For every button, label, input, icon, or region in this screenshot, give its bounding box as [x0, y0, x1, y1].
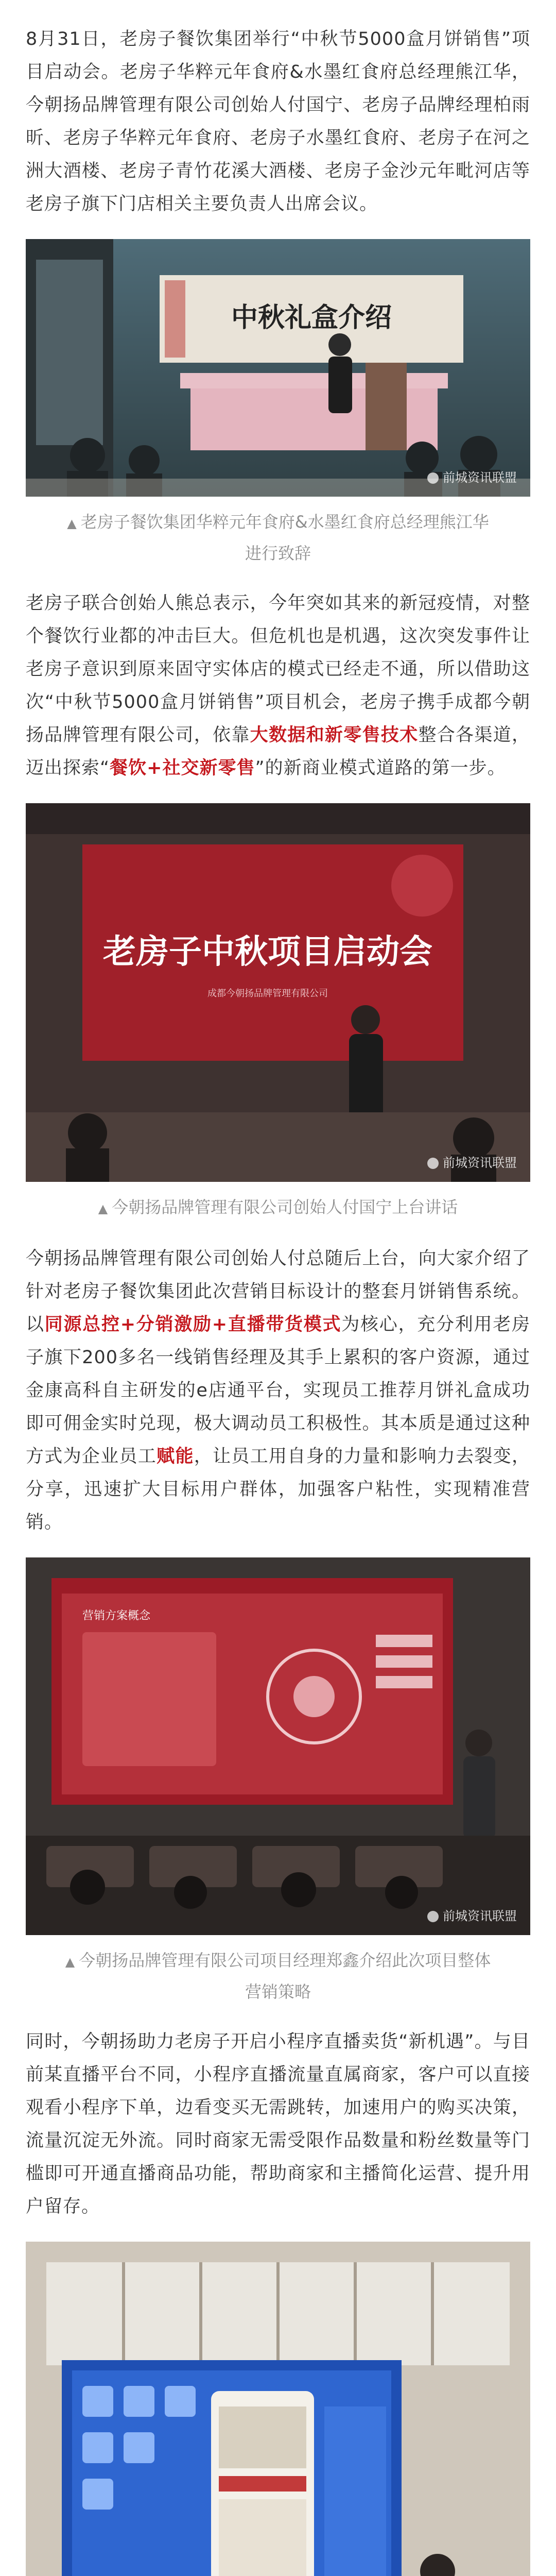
photo-2-illustration	[26, 803, 530, 1182]
photo-demo-zhao	[26, 2242, 530, 2576]
watermark: 前城资讯联盟	[427, 1153, 517, 1171]
watermark: 前城资讯联盟	[427, 467, 517, 485]
photo-speech-xiong	[26, 239, 530, 497]
caption-triangle-icon: ▲	[98, 1201, 108, 1216]
screen-2-title: 老房子中秋项目启动会	[103, 933, 432, 971]
paragraph-sales-system: 今朝扬品牌管理有限公司创始人付总随后上台，向大家介绍了针对老房子餐饮集团此次营销目标设计的整套月饼销售系统。以同源总控+分销激励+直播带货模式为核心，充分利用老房子旗下200多名一线销售经理及其手上累积的客户资源，通过金康高科自主研发的e店通平台，实现员工推荐月饼礼盒成功即可佣金实时兑现，极大调动员工积极性。其本质是通过这种方式为企业员工赋能，让员工用自身的力量和影响力去裂变，分享，迅速扩大目标用户群体，加强客户粘性，实现精准营销。	[26, 1248, 530, 1533]
banner-1-title: 中秋礼盒介绍	[231, 302, 392, 333]
paragraph-intro: 8月31日，老房子餐饮集团举行“中秋节5000盒月饼销售”项目启动会。老房子华粹元年食府&水墨红食府总经理熊江华，今朝扬品牌管理有限公司创始人付国宁、老房子品牌经理柏雨昕、老房子华粹元年食府、老房子水墨红食府、老房子在河之洲大酒楼、老房子青竹花溪大酒楼、老房子金沙元年毗河店等老房子旗下门店相关主要负责人出席会议。	[26, 29, 530, 214]
photo-speech-fu	[26, 803, 530, 1182]
photo-strategy-zheng	[26, 1557, 530, 1935]
watermark-logo-icon	[427, 1911, 439, 1922]
watermark-logo-icon	[427, 472, 439, 484]
photo-1-illustration	[26, 239, 530, 497]
watermark: 前城资讯联盟	[427, 1906, 517, 1924]
screen-3-title: 营销方案概念	[82, 1609, 151, 1622]
caption-triangle-icon: ▲	[65, 1955, 75, 1969]
screen-2-subtitle: 成都今朝扬品牌管理有限公司	[207, 988, 328, 999]
caption-photo-3: ▲ 今朝扬品牌管理有限公司项目经理郑鑫介绍此次项目整体营销策略	[65, 1951, 491, 2002]
caption-photo-2: ▲ 今朝扬品牌管理有限公司创始人付国宁上台讲话	[98, 1197, 458, 1217]
caption-triangle-icon: ▲	[67, 516, 77, 531]
watermark-logo-icon	[427, 1158, 439, 1169]
paragraph-xiong-remarks: 老房子联合创始人熊总表示，今年突如其来的新冠疫情，对整个餐饮行业都的冲击巨大。但危机也是机遇，这次突发事件让老房子意识到原来固守实体店的模式已经走不通，所以借助这次“中秋节5000盒月饼销售”项目机会，老房子携手成都今朝扬品牌管理有限公司，依靠大数据和新零售技术整合各渠道，迈出探索“餐饮+社交新零售”的新商业模式道路的第一步。	[26, 593, 530, 778]
paragraph-live-streaming: 同时，今朝扬助力老房子开启小程序直播卖货“新机遇”。与目前某直播平台不同，小程序直播流量直属商家，客户可以直接观看小程序下单，边看变买无需跳转，加速用户的购买决策，流量沉淀无外流。同时商家无需受限作品数量和粉丝数量等门槛即可开通直播商品功能，帮助商家和主播简化运营、提升用户留存。	[26, 2031, 530, 2217]
caption-photo-1: ▲ 老房子餐饮集团华粹元年食府&水墨红食府总经理熊江华进行致辞	[67, 512, 489, 563]
photo-4-illustration	[26, 2242, 530, 2576]
photo-3-illustration	[26, 1557, 530, 1935]
